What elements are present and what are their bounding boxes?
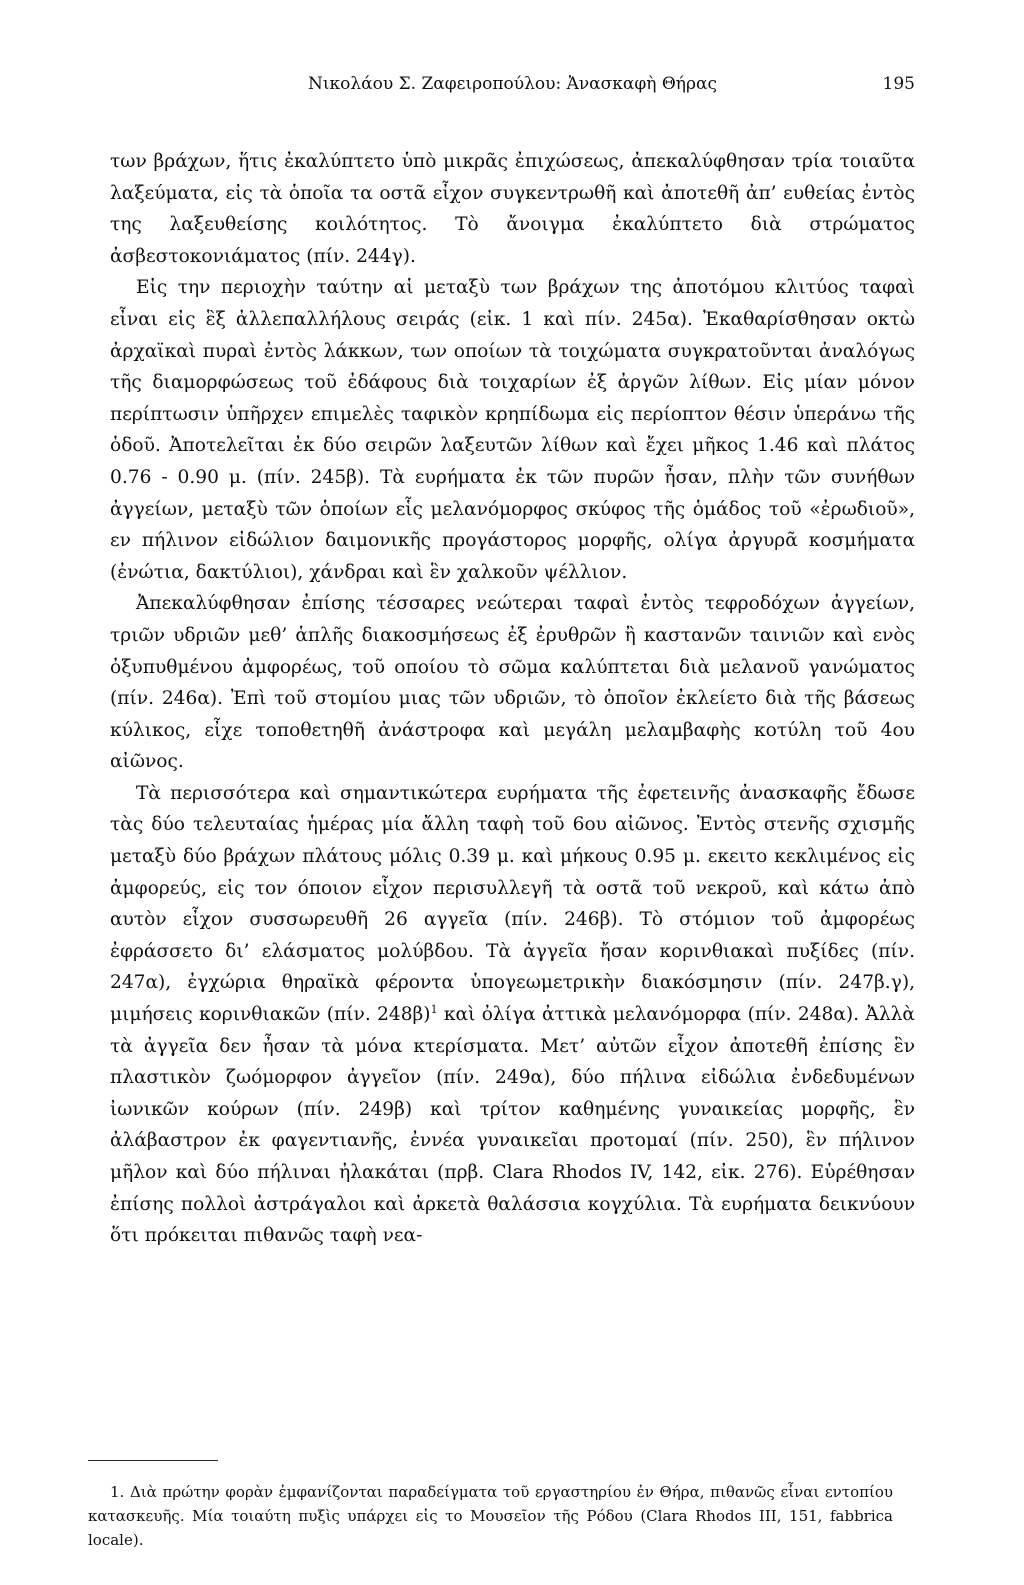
footnote-1: 1. Διὰ πρώτην φορὰν ἐμφανίζονται παραδείγματα τοῦ εργαστηρίου ἐν Θήρα, πιθανῶς εἶναι εντοπίου κατασκευῆς. Μία τοιαύτη πυξὶς υπάρχει εἰς το Μουσεῖον τῆς Ρόδου (Clara Rhodos III, 151, fabbrica locale).	[88, 1483, 893, 1549]
running-head-title: Νικολάου Σ. Ζαφειροπούλου: Ἀνασκαφὴ Θήρας	[308, 74, 717, 94]
paragraph-1: των βράχων, ἥτις ἐκαλύπτετο ὑπὸ μικρᾶς ἐπιχώσεως, ἀπεκαλύφθησαν τρία τοιαῦτα λαξεύματα, εἰς τὰ ὁποῖα τα οστᾶ εἶχον συγκεντρωθῆ καὶ ἀποτεθῆ ἀπ’ ευθείας ἐντὸς της λαξευθείσης κοιλότητος. Τὸ ἄνοιγμα ἐκαλύπτετο διὰ στρώματος ἀσβεστοκονιάματος (πίν. 244γ).	[110, 151, 915, 267]
paragraph-4-text-a: Τὰ περισσότερα καὶ σημαντικώτερα ευρήματα τῆς ἐφετεινῆς ἀνασκαφῆς ἔδωσε τὰς δύο τελευταίας ἡμέρας μία ἄλλη ταφὴ τοῦ 6ου αἰῶνος. Ἐντὸς στενῆς σχισμῆς μεταξὺ δύο βράχων πλάτους μόλις 0.39 μ. καὶ μήκους 0.95 μ. εκειτο κεκλιμένος εἰς ἀμφορεύς, εἰς τον όποιον εἶχον περισυλλεγῆ τὰ οστᾶ τοῦ νεκροῦ, καὶ κάτω ἀπὸ αυτὸν εἶχον συσσωρευθῆ 26 αγγεῖα (πίν. 246β). Τὸ στόμιον τοῦ ἀμφορέως ἐφράσσετο δι’ ελάσματος μολύβδου. Τὰ ἀγγεῖα ἤσαν κορινθιακαὶ πυξίδες (πίν. 247α), ἐγχώρια θηραϊκὰ φέροντα ὑπογεωμετρικὴν διακόσμησιν (πίν. 247β.γ), μιμήσεις κορινθιακῶν (πίν. 248β)	[110, 782, 915, 1026]
paragraph-3: Ἀπεκαλύφθησαν ἐπίσης τέσσαρες νεώτεραι ταφαὶ ἐντὸς τεφροδόχων ἀγγείων, τριῶν υδριῶν μεθ’ ἁπλῆς διακοσμήσεως ἐξ ἐρυθρῶν ἢ καστανῶν ταινιῶν καὶ ενὸς ὀξυπυθμένου ἀμφορέως, τοῦ οποίου τὸ σῶμα καλύπτεται διὰ μελανοῦ γανώματος (πίν. 246α). Ἐπὶ τοῦ στομίου μιας τῶν υδριῶν, τὸ ὁποῖον ἐκλείετο διὰ τῆς βάσεως κύλικος, εἶχε τοποθετηθῆ ἀνάστροφα καὶ μεγάλη μελαμβαφὴς κοτύλη τοῦ 4ου αἰῶνος.	[110, 593, 915, 773]
footnote-rule	[88, 1460, 218, 1461]
page-number: 195	[882, 74, 915, 94]
paragraph-4-text-b: καὶ ὀλίγα ἀττικὰ μελανόμορφα (πίν. 248α). Ἀλλὰ τὰ ἀγγεῖα δεν ἦσαν τὰ μόνα κτερίσματα. Μετ’ αὐτῶν εἶχον ἀποτεθῆ ἐπίσης ἓν πλαστικὸν ζωόμορφον ἀγγεῖον (πίν. 249α), δύο πήλινα εἰδώλια ἐνδεδυμένων ἰωνικῶν κούρων (πίν. 249β) καὶ τρίτον καθημένης γυναικείας μορφῆς, ἓν ἀλάβαστρον ἐκ φαγεντιανῆς, ἐννέα γυναικεῖαι προτομαί (πίν. 250), ἓν πήλινον μῆλον καὶ δύο πήλιναι ἠλακάται (πρβ. Clara Rhodos IV, 142, εἰκ. 276). Εὑρέθησαν ἐπίσης πολλοὶ ἀστράγαλοι καὶ ἀρκετὰ θαλάσσια κογχύλια. Τὰ ευρήματα δεικνύουν ὅτι πρόκειται πιθανῶς ταφὴ νεα-	[110, 1004, 915, 1247]
paragraph-4	[110, 778, 915, 1252]
footnote-reference: 1	[430, 1002, 438, 1016]
footnotes	[88, 1480, 893, 1552]
paragraph-2: Εἰς την περιοχὴν ταύτην αἱ μεταξὺ των βράχων της ἀποτόμου κλιτύος ταφαὶ εἶναι εἰς ἓξ ἀλλεπαλλήλους σειράς (εἰκ. 1 καὶ πίν. 245α). Ἐκαθαρίσθησαν οκτὼ ἀρχαϊκαὶ πυραὶ ἐντὸς λάκκων, των οποίων τὰ τοιχώματα συγκρατοῦνται ἀναλόγως τῆς διαμορφώσεως τοῦ ἐδάφους διὰ τοιχαρίων ἐξ ἀργῶν λίθων. Εἰς μίαν μόνον περίπτωσιν ὑπῆρχεν επιμελὲς ταφικὸν κρηπίδωμα εἰς περίοπτον θέσιν ὑπεράνω τῆς ὁδοῦ. Ἀποτελεῖται ἐκ δύο σειρῶν λαξευτῶν λίθων καὶ ἔχει μῆκος 1.46 καὶ πλάτος 0.76 - 0.90 μ. (πίν. 245β). Τὰ ευρήματα ἐκ τῶν πυρῶν ἦσαν, πλὴν τῶν συνήθων ἀγγείων, μεταξὺ τῶν ὁποίων εἷς μελανόμορφος σκύφος τῆς ὁμάδος τοῦ «ἐρωδιοῦ», εν πήλινον εἰδώλιον δαιμονικῆς προγάστορος μορφῆς, ολίγα ἀργυρᾶ κοσμήματα (ἐνώτια, δακτύλιοι), χάνδραι καὶ ἓν χαλκοῦν ψέλλιον.	[110, 277, 915, 583]
body-text	[110, 146, 915, 1252]
page	[88, 0, 915, 1585]
running-head	[110, 74, 915, 104]
